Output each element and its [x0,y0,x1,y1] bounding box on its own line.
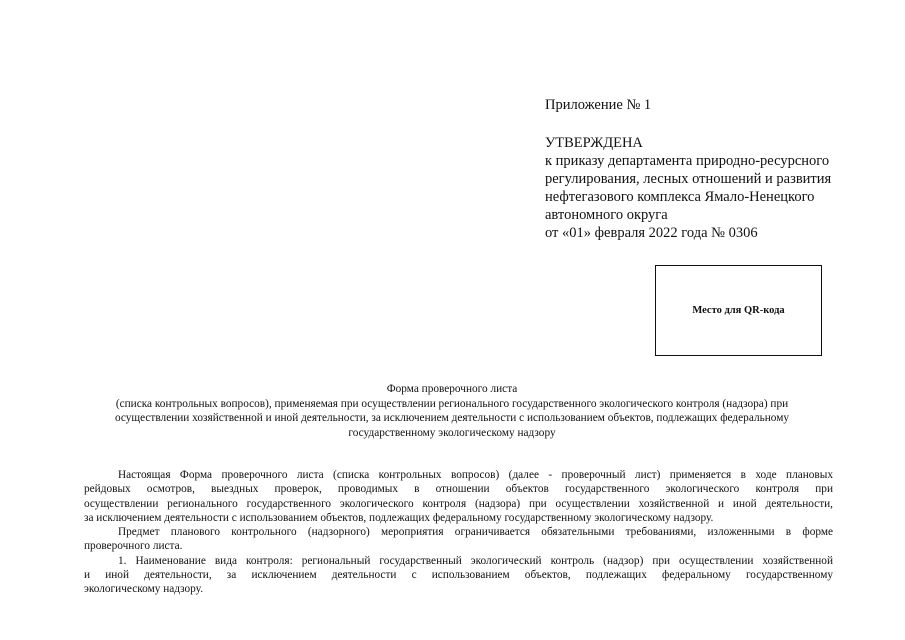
approved-line: автономного округа [545,207,668,223]
approval-block [545,134,875,242]
form-title-line: Форма проверочного листа [386,383,518,395]
body-line: Настоящая Форма проверочного листа (списка контрольных вопросов) (далее - проверочный лист) применяется в ходе плановых [118,469,833,481]
approved-line: нефтегазового комплекса Ямало-Ненецкого [545,189,815,205]
body-line: экологическому надзору. [84,583,204,596]
form-title-line: государственному экологическому надзору [348,426,556,439]
qr-code-label: Место для QR-кода [692,305,785,316]
approved-order-date: от «01» февраля 2022 года № 0306 [545,225,758,241]
form-title [60,382,844,440]
body-line: и иной деятельности, за исключением деятельности с использованием объектов, подлежащих федеральному государственному [84,569,833,582]
approved-title: УТВЕРЖДЕНА [545,135,643,151]
form-title-line: осуществлении хозяйственной и иной деятельности, за исключением деятельности с использованием объектов, подлежащих федеральному [114,412,790,424]
body-line: Предмет планового контрольного (надзорного) мероприятия ограничивается обязательными требованиями, изложенными в форме [118,526,833,539]
appendix-number: Приложение № 1 [545,97,652,113]
body-line: осуществлении регионального государственного экологического контроля (надзора) при осуществлении хозяйственной и иной деятельности, [84,497,833,510]
qr-code-placeholder [655,265,822,356]
form-title-line: (списка контрольных вопросов), применяемая при осуществлении регионального государственного экологического контроля (надзора) при [115,397,789,410]
body-line: рейдовых осмотров, выездных проверок, проводимых в отношении объектов государственного экологического контроля при [84,483,833,496]
body-line: проверочного листа. [84,540,183,553]
document-body [84,468,833,597]
approved-line: регулирования, лесных отношений и развития [545,171,832,187]
approved-line: к приказу департамента природно-ресурсного [545,153,830,169]
body-line: 1. Наименование вида контроля: региональный государственный экологический контроль (надзор) при осуществлении хозяйственной [118,554,833,567]
body-line: за исключением деятельности с использованием объектов, подлежащих федеральному государственному экологическому надзору. [84,511,714,524]
